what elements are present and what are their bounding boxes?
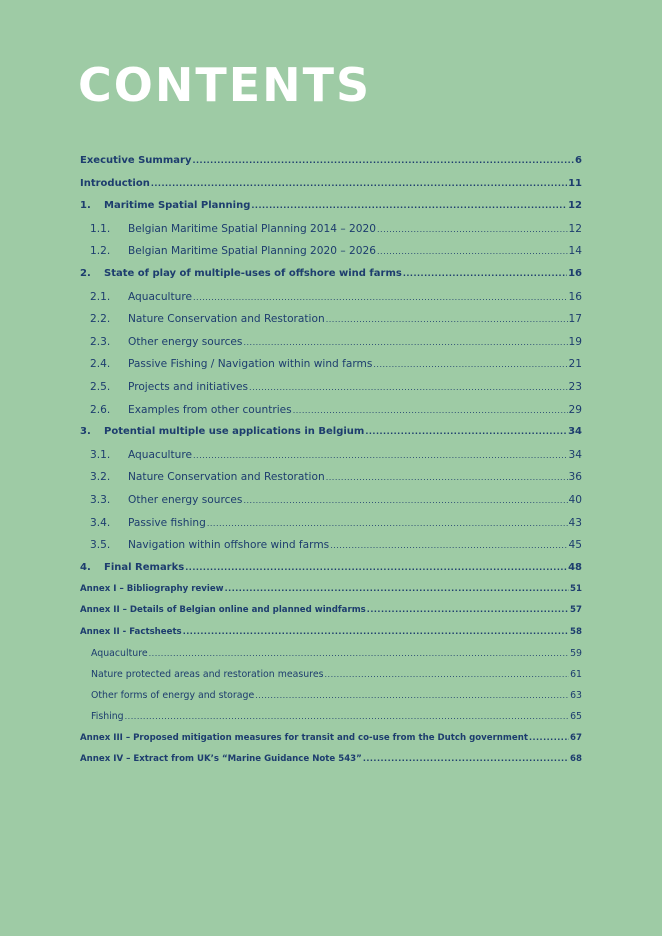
dot-leader: [365, 427, 567, 436]
toc-entry-label: Annex III – Proposed mitigation measures for transit and co-use from the Dutch government: [80, 732, 528, 743]
toc-entry-page: 58: [570, 626, 582, 637]
dot-leader: [377, 225, 568, 234]
toc-entry-page: 57: [570, 605, 582, 616]
dot-leader: [325, 670, 570, 679]
toc-entry-page: 23: [568, 380, 582, 393]
dot-leader: [243, 496, 567, 505]
dot-leader: [192, 156, 574, 165]
toc-entry-label: Executive Summary: [80, 155, 192, 166]
toc-entry-page: 21: [568, 358, 582, 371]
toc-entry-number: 1.: [80, 200, 91, 212]
toc-entry-page: 67: [570, 732, 582, 743]
toc-entry[interactable]: [80, 268, 582, 291]
toc-entry-page: 19: [568, 335, 582, 348]
dot-leader: [255, 691, 569, 700]
toc-entry-number: 3.: [80, 426, 91, 438]
toc-entry-label: Navigation within offshore wind farms: [128, 539, 330, 552]
toc-entry-label: State of play of multiple-uses of offshore wind farms: [104, 267, 402, 279]
toc-entry-page: 12: [568, 222, 582, 235]
toc-entry-label: Final Remarks: [104, 561, 185, 573]
dot-leader: [330, 541, 567, 550]
dot-leader: [151, 179, 567, 188]
toc-entry[interactable]: [80, 336, 582, 359]
toc-entry[interactable]: [80, 291, 582, 314]
toc-entry-page: 59: [570, 647, 582, 659]
toc-entry-label: Aquaculture: [91, 647, 148, 659]
dot-leader: [149, 649, 569, 658]
toc-entry[interactable]: [80, 200, 582, 223]
dot-leader: [367, 605, 569, 614]
toc-entry-label: Belgian Maritime Spatial Planning 2014 – 2020: [128, 222, 376, 235]
toc-entry-number: 2.5.: [90, 380, 111, 393]
toc-entry-page: 68: [570, 753, 582, 764]
toc-entry[interactable]: [80, 381, 582, 404]
toc-entry-label: Potential multiple use applications in Belgium: [104, 426, 365, 438]
toc-entry-label: Nature Conservation and Restoration: [128, 313, 325, 326]
dot-leader: [207, 519, 568, 528]
toc-entry-label: Annex II - Factsheets: [80, 626, 182, 637]
toc-entry[interactable]: [80, 404, 582, 427]
toc-entry[interactable]: [80, 178, 582, 201]
dot-leader: [326, 473, 568, 482]
toc-entry-page: 36: [568, 471, 582, 484]
toc-entry[interactable]: [80, 711, 582, 732]
toc-entry-page: 16: [568, 267, 582, 279]
toc-entry-label: Other energy sources: [128, 493, 243, 506]
toc-entry-label: Other forms of energy and storage: [91, 690, 255, 702]
toc-entry[interactable]: [80, 648, 582, 669]
dot-leader: [125, 712, 569, 721]
toc-entry-number: 2.6.: [90, 403, 111, 416]
toc-entry-page: 51: [570, 584, 582, 595]
table-of-contents: [80, 155, 582, 775]
toc-entry[interactable]: [80, 539, 582, 562]
toc-entry[interactable]: [80, 562, 582, 585]
toc-entry[interactable]: [80, 313, 582, 336]
toc-entry-number: 2.3.: [90, 335, 111, 348]
toc-entry-page: 61: [570, 669, 582, 681]
toc-entry-label: Belgian Maritime Spatial Planning 2020 – 2026: [128, 245, 376, 258]
toc-entry-label: Other energy sources: [128, 335, 243, 348]
toc-entry[interactable]: [80, 494, 582, 517]
dot-leader: [243, 338, 567, 347]
toc-entry-page: 43: [568, 516, 582, 529]
dot-leader: [377, 247, 568, 256]
dot-leader: [363, 754, 569, 763]
toc-entry-number: 2.1.: [90, 290, 111, 303]
toc-entry[interactable]: [80, 471, 582, 494]
toc-entry-label: Maritime Spatial Planning: [104, 200, 251, 212]
dot-leader: [373, 360, 567, 369]
dot-leader: [193, 451, 568, 460]
toc-entry-page: 6: [575, 155, 582, 166]
toc-entry[interactable]: [80, 754, 582, 775]
toc-entry-label: Introduction: [80, 177, 150, 189]
toc-entry-label: Passive Fishing / Navigation within wind farms: [128, 358, 373, 371]
toc-entry-label: Annex IV – Extract from UK’s “Marine Guidance Note 543”: [80, 753, 362, 764]
toc-entry-label: Annex II – Details of Belgian online and planned windfarms: [80, 605, 366, 616]
toc-entry-page: 12: [568, 200, 582, 212]
toc-entry[interactable]: [80, 449, 582, 472]
toc-entry[interactable]: [80, 690, 582, 711]
toc-entry[interactable]: [80, 426, 582, 449]
toc-entry-page: 11: [568, 177, 582, 189]
toc-entry-page: 34: [568, 448, 582, 461]
toc-entry-page: 34: [568, 426, 582, 438]
toc-entry-number: 1.1.: [90, 222, 111, 235]
toc-entry-number: 2.: [80, 267, 91, 279]
toc-entry[interactable]: [80, 733, 582, 754]
toc-entry-page: 65: [570, 711, 582, 723]
toc-entry-page: 29: [568, 403, 582, 416]
toc-entry[interactable]: [80, 627, 582, 648]
toc-entry-page: 40: [568, 493, 582, 506]
dot-leader: [249, 383, 567, 392]
dot-leader: [225, 584, 569, 593]
dot-leader: [293, 406, 568, 415]
toc-entry-label: Nature Conservation and Restoration: [128, 471, 325, 484]
dot-leader: [185, 563, 567, 572]
toc-entry-number: 3.1.: [90, 448, 111, 461]
dot-leader: [183, 627, 569, 636]
page-title: CONTENTS: [78, 58, 372, 112]
toc-entry-label: Aquaculture: [128, 290, 192, 303]
toc-entry-label: Passive fishing: [128, 516, 206, 529]
toc-entry[interactable]: [80, 605, 582, 626]
dot-leader: [326, 315, 568, 324]
toc-entry-number: 3.5.: [90, 539, 111, 552]
toc-entry-label: Projects and initiatives: [128, 380, 249, 393]
toc-entry-page: 14: [568, 245, 582, 258]
dot-leader: [251, 201, 567, 210]
toc-entry-number: 3.4.: [90, 516, 111, 529]
dot-leader: [403, 269, 567, 278]
toc-entry-page: 45: [568, 539, 582, 552]
toc-entry-label: Fishing: [91, 711, 124, 723]
toc-entry-label: Examples from other countries: [128, 403, 292, 416]
toc-entry-number: 3.3.: [90, 493, 111, 506]
toc-entry-number: 2.4.: [90, 358, 111, 371]
toc-entry[interactable]: [80, 358, 582, 381]
toc-entry[interactable]: [80, 155, 582, 178]
toc-entry[interactable]: [80, 584, 582, 605]
toc-entry-page: 48: [568, 561, 582, 573]
toc-entry-label: Annex I – Bibliography review: [80, 584, 224, 595]
dot-leader: [529, 733, 569, 742]
dot-leader: [193, 293, 568, 302]
toc-entry-label: Nature protected areas and restoration measures: [91, 669, 324, 681]
toc-entry-number: 3.2.: [90, 471, 111, 484]
toc-entry-number: 1.2.: [90, 245, 111, 258]
toc-entry-page: 63: [570, 690, 582, 702]
toc-entry-label: Aquaculture: [128, 448, 192, 461]
toc-entry-number: 4.: [80, 561, 91, 573]
toc-entry-number: 2.2.: [90, 313, 111, 326]
toc-entry-page: 16: [568, 290, 582, 303]
toc-entry[interactable]: [80, 517, 582, 540]
toc-entry[interactable]: [80, 245, 582, 268]
toc-entry[interactable]: [80, 669, 582, 690]
toc-entry-page: 17: [568, 313, 582, 326]
toc-entry[interactable]: [80, 223, 582, 246]
